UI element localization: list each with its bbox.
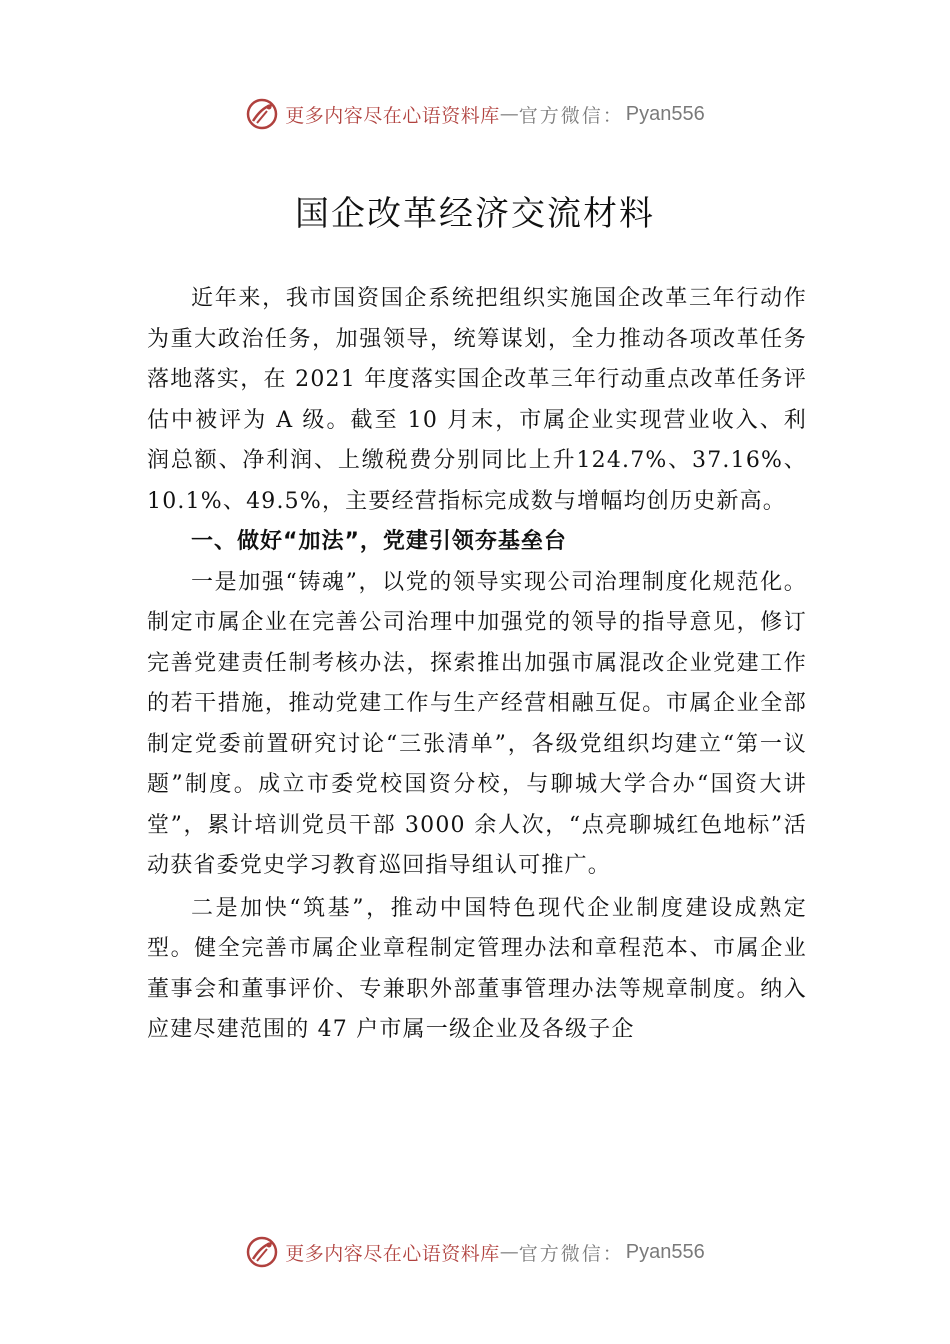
footer-banner (0, 1234, 950, 1270)
section-heading-1: 一、做好“加法”，党建引领夯基垒台 (191, 529, 567, 554)
footer-dash: — (499, 1241, 519, 1263)
document-body (147, 279, 807, 1051)
footer-promo-text: 更多内容尽在心语资料库 (285, 1242, 500, 1265)
header-banner (0, 96, 950, 132)
banner-wechat-id: Pyan556 (625, 102, 705, 125)
brand-logo-icon (245, 97, 279, 131)
paragraph-1: 一是加强“铸魂”，以党的领导实现公司治理制度化规范化。制定市属企业在完善公司治理中加强党的领导的指导意见，修订完善党建责任制考核办法，探索推出加强市属混改企业党建工作的若干措施，推动党建工作与生产经营相融互促。市属企业全部制定党委前置研究讨论“三张清单”，各级党组织均建立“第一议题”制度。成立市委党校国资分校，与聊城大学合办“国资大讲堂”，累计培训党员干部 3000 余人次，“点亮聊城红色地标”活动获省委党史学习教育巡回指导组认可推广。 (147, 569, 807, 878)
paragraph-2: 二是加快“筑基”，推动中国特色现代企业制度建设成熟定型。健全完善市属企业章程制定管理办法和章程范本、市属企业董事会和董事评价、专兼职外部董事管理办法等规章制度。纳入应建尽建范围的 47 户市属一级企业及各级子企 (147, 895, 807, 1042)
footer-wechat-label: 官方微信： (518, 1242, 624, 1265)
footer-wechat-id: Pyan556 (625, 1240, 705, 1263)
page-title: 国企改革经济交流材料 (295, 194, 655, 234)
intro-paragraph: 近年来，我市国资国企系统把组织实施国企改革三年行动作为重大政治任务，加强领导，统筹谋划，全力推动各项改革任务落地落实，在 2021 年度落实国企改革三年行动重点改革任务评估中被评为 A 级。截至 10 月末，市属企业实现营业收入、利润总额、净利润、上缴税费分别同比上升124.7%、37.16%、10.1%、49.5%，主要经营指标完成数与增幅均创历史新高。 (147, 286, 807, 514)
banner-dash: — (499, 103, 519, 125)
banner-promo-text: 更多内容尽在心语资料库 (285, 104, 500, 127)
banner-wechat-label: 官方微信： (518, 104, 624, 127)
brand-logo-icon (245, 1235, 279, 1269)
